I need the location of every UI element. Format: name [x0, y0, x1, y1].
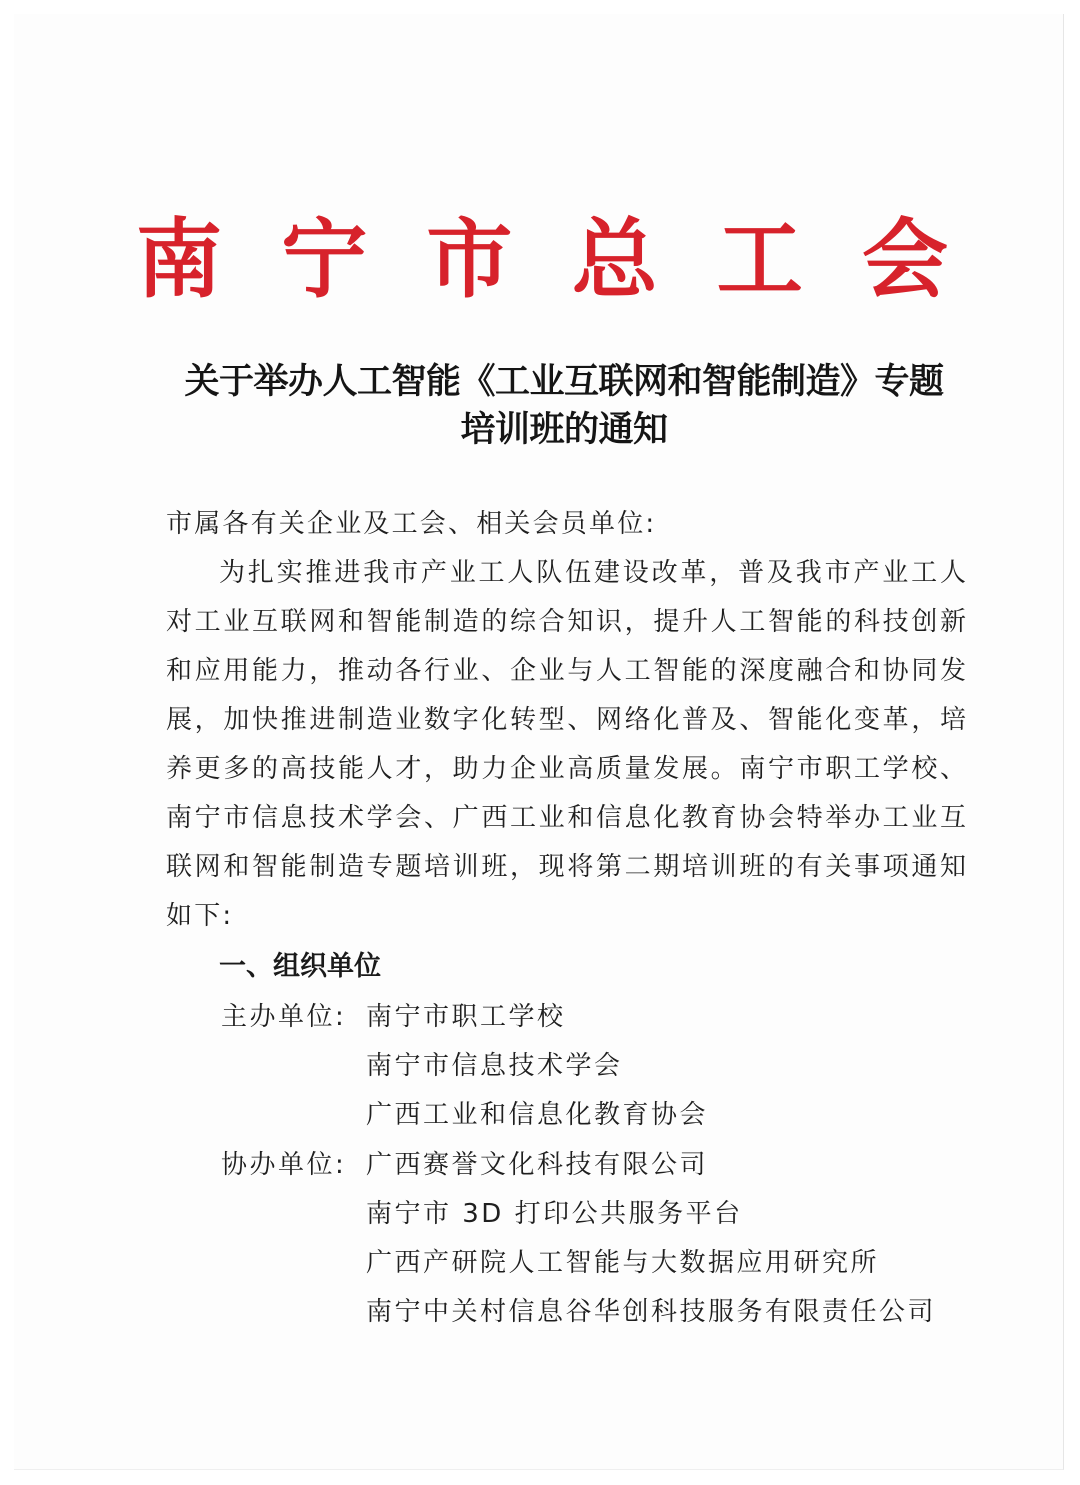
issuer-char: 南	[136, 209, 222, 310]
body-line: 和应用能力，推动各行业、企业与人工智能的深度融合和协同发	[166, 656, 966, 686]
salutation: 市属各有关企业及工会、相关会员单位:	[166, 509, 657, 539]
document-page	[14, 14, 1064, 1470]
body-line: 养更多的高技能人才，助力企业高质量发展。南宁市职工学校、	[166, 754, 966, 784]
body-line: 对工业互联网和智能制造的综合知识，提升人工智能的科技创新	[166, 607, 966, 637]
host-organization: 南宁市职工学校	[366, 1002, 566, 1032]
co-organizer: 南宁中关村信息谷华创科技服务有限责任公司	[366, 1297, 937, 1327]
issuer-char: 会	[861, 209, 948, 310]
co-organizer: 广西产研院人工智能与大数据应用研究所	[366, 1248, 880, 1278]
host-organization: 南宁市信息技术学会	[366, 1051, 623, 1081]
document-title-line-2: 培训班的通知	[460, 409, 668, 450]
body-line: 联网和智能制造专题培训班，现将第二期培训班的有关事项通知	[166, 852, 966, 882]
body-line: 展，加快推进制造业数字化转型、网络化普及、智能化变革，培	[166, 705, 966, 735]
body-line: 为扎实推进我市产业工人队伍建设改革，普及我市产业工人	[219, 558, 966, 588]
host-organization: 广西工业和信息化教育协会	[366, 1100, 709, 1130]
body-line: 如下:	[166, 901, 234, 931]
co-organizer: 南宁市 3D 打印公共服务平台	[366, 1199, 743, 1229]
co-organizer-label: 协办单位:	[221, 1150, 347, 1180]
document-title-line-1: 关于举办人工智能《工业互联网和智能制造》专题	[184, 361, 944, 402]
co-organizer: 广西赛誉文化科技有限公司	[366, 1150, 709, 1180]
section-heading-organizers: 一、组织单位	[219, 951, 381, 982]
issuer-char: 宁	[281, 209, 368, 310]
issuer-char: 市	[426, 209, 513, 310]
host-label: 主办单位:	[221, 1002, 347, 1032]
body-line: 南宁市信息技术学会、广西工业和信息化教育协会特举办工业互	[166, 803, 966, 833]
issuer-char: 总	[571, 209, 658, 310]
issuer-char: 工	[716, 209, 803, 310]
issuer-header	[136, 210, 948, 310]
